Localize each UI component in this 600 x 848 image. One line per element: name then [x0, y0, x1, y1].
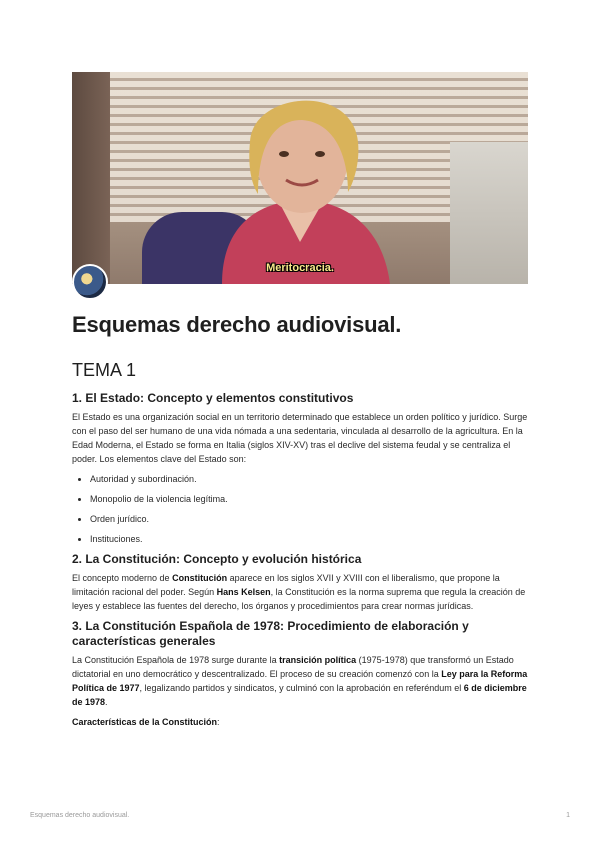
bold-term: Características de la Constitución	[72, 717, 218, 727]
section-heading: 1. El Estado: Concepto y elementos constitutivos	[72, 391, 354, 405]
video-subtitle: Meritocracia.	[266, 262, 334, 274]
bold-term: Constitución	[172, 573, 228, 583]
text-span: La Constitución Española de 1978 surge durante la	[72, 655, 280, 665]
section-ce-1978	[72, 619, 528, 729]
text-span: (1975-1978) que transformó un Estado dictatorial en uno democrático y descentralizado. El proceso de su creación comenzó con la	[72, 655, 514, 679]
text-span: El concepto moderno de	[72, 573, 173, 583]
text-span: , la Constitución es la norma suprema que regula la creación de leyes y establece las fuentes del derecho, los órganos y procedimientos para crear normas jurídicas.	[72, 587, 526, 611]
footer-title: Esquemas derecho audiovisual.	[30, 812, 130, 819]
list-item: • Orden jurídico.	[90, 512, 528, 526]
list-item: • Instituciones.	[90, 532, 528, 546]
text-span: :	[217, 717, 220, 727]
document-body	[72, 300, 528, 735]
tema-heading: TEMA 1	[72, 360, 137, 380]
text-span: aparece en los siglos XVII y XVIII con el liberalismo, que propone la limitación racional del poder. Según	[72, 573, 500, 597]
list-item: • Autoridad y subordinación.	[90, 472, 528, 486]
section-estado	[72, 391, 528, 546]
avatar	[72, 264, 108, 300]
bold-term: transición política	[279, 655, 357, 665]
paragraph	[72, 571, 528, 613]
bullet-list	[72, 472, 528, 546]
text-span: .	[105, 697, 108, 707]
person-illustration	[72, 72, 528, 284]
cover-image	[72, 72, 528, 284]
list-item: • Monopolio de la violencia legítima.	[90, 492, 528, 506]
page-number: 1	[566, 812, 570, 819]
page-title: Esquemas derecho audiovisual.	[72, 312, 402, 337]
section-constitucion	[72, 552, 528, 613]
paragraph	[72, 653, 528, 709]
paragraph: El Estado es una organización social en un territorio determinado que establece un orden político y jurídico. Surge con el paso del ser humano de una vida nómada a una sedentaria, vinculada al desarrollo de la agricultura. En la Edad Moderna, el Estado se forma en Italia (siglos XIV-XV) tras el declive del sistema feudal y se centraliza el poder. Los elementos clave del Estado son:	[72, 412, 528, 464]
features-label	[72, 715, 528, 729]
bold-term: Hans Kelsen	[216, 587, 271, 597]
bold-term: Ley para la Reforma Política de 1977	[72, 669, 528, 693]
bold-term: 6 de diciembre de 1978	[72, 683, 527, 707]
section-heading: 2. La Constitución: Concepto y evolución histórica	[72, 552, 362, 566]
section-heading: 3. La Constitución Española de 1978: Procedimiento de elaboración y características generales	[72, 619, 469, 648]
text-span: , legalizando partidos y sindicatos, y culminó con la aprobación en referéndum el	[139, 683, 464, 693]
